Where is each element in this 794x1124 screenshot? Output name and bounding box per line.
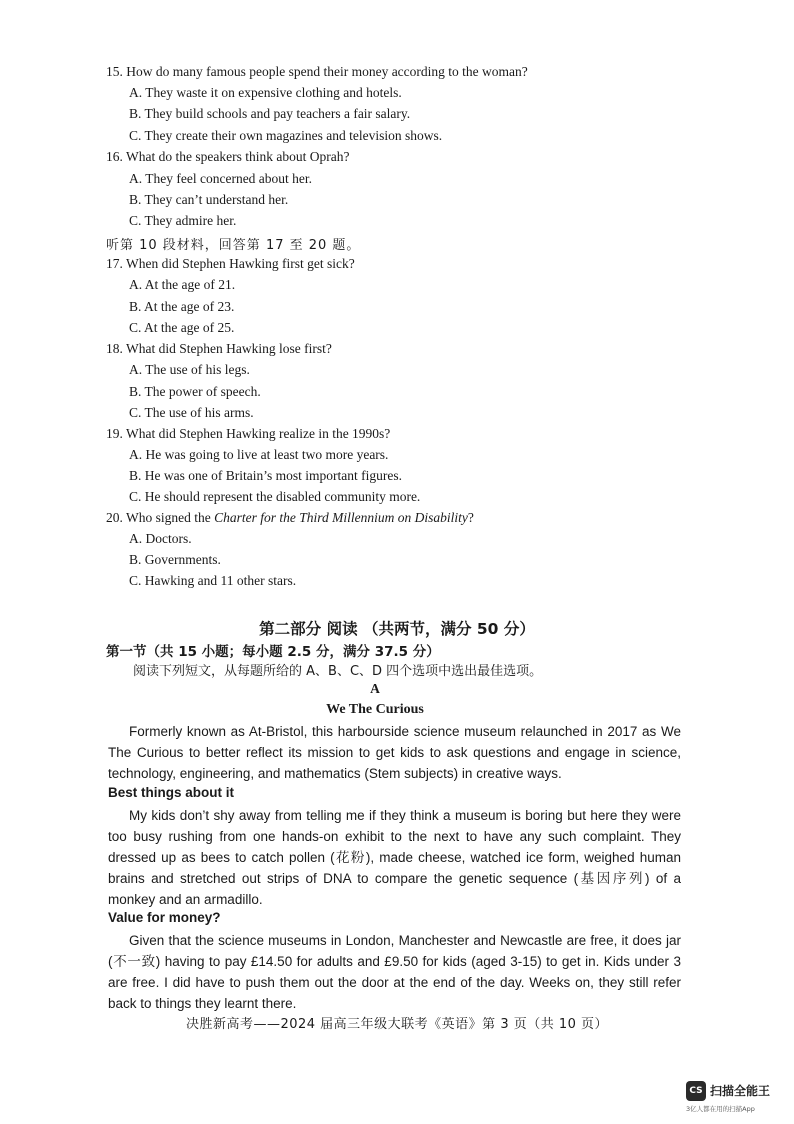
question-16-option-a: A. They feel concerned about her. [129, 171, 313, 186]
question-20-stem-suffix: ? [467, 510, 474, 525]
passage-heading-value: Value for money? [108, 910, 221, 925]
question-17-stem: 17. When did Stephen Hawking first get sick? [106, 256, 355, 271]
question-15-option-c: C. They create their own magazines and television shows. [129, 128, 443, 143]
question-15-option-b: B. They build schools and pay teachers a fair salary. [129, 106, 411, 121]
question-16-option-c: C. They admire her. [129, 213, 237, 228]
question-19-option-a: A. He was going to live at least two more years. [129, 447, 389, 462]
question-17-option-b: B. At the age of 23. [129, 299, 235, 314]
scanner-watermark [686, 1081, 790, 1117]
question-17-option-a: A. At the age of 21. [129, 277, 236, 292]
question-20-stem [106, 510, 474, 526]
question-18-option-b: B. The power of speech. [129, 384, 261, 399]
question-20-option-b: B. Governments. [129, 552, 221, 567]
page-footer: 决胜新高考——2024 届高三年级大联考《英语》第 3 页（共 10 页） [185, 1017, 609, 1032]
listening-instruction: 听第 10 段材料，回答第 17 至 20 题。 [106, 238, 361, 253]
question-15-stem: 15. How do many famous people spend their money according to the woman? [106, 64, 528, 79]
passage-heading-best-things: Best things about it [108, 785, 234, 800]
watermark-tagline: 3亿人都在用的扫描App [686, 1105, 755, 1113]
question-18-option-a: A. The use of his legs. [129, 362, 250, 377]
question-19-stem: 19. What did Stephen Hawking realize in the 1990s? [106, 426, 391, 441]
question-18-stem: 18. What did Stephen Hawking lose first? [106, 341, 332, 356]
camscanner-logo-icon: CS [686, 1081, 706, 1101]
question-16-stem: 16. What do the speakers think about Oprah? [106, 149, 350, 164]
question-18-option-c: C. The use of his arms. [129, 405, 254, 420]
passage-paragraph-value: Given that the science museums in London, Manchester and Newcastle are free, it does jar (不一致) having to pay £14.50 for adults and £9.50 for kids (aged 3-15) to get in. Kids under 3 are free. I did have to push them out the door at the end of the day. Weeks on, they still refer back to things they learnt there. [108, 933, 681, 1011]
question-16-option-b: B. They can’t understand her. [129, 192, 289, 207]
reading-instruction: 阅读下列短文，从每题所给的 A、B、C、D 四个选项中选出最佳选项。 [133, 664, 543, 679]
passage-paragraph-best-things: My kids don’t shy away from telling me if they think a museum is boring but here they were too busy rushing from one hands-on exhibit to the next to have any such complaint. They dressed up as bees to catch pollen (花粉), made cheese, watched ice form, weighed human brains and stretched out strips of DNA to compare the genetic sequence (基因序列) of a monkey and an armadillo. [108, 808, 681, 907]
passage-title: We The Curious [326, 702, 424, 717]
question-19-option-c: C. He should represent the disabled community more. [129, 489, 421, 504]
question-20-charter-title: Charter for the Third Millennium on Disability [214, 510, 468, 525]
question-19-option-b: B. He was one of Britain’s most important figures. [129, 468, 402, 483]
question-20-option-c: C. Hawking and 11 other stars. [129, 573, 297, 588]
question-17-option-c: C. At the age of 25. [129, 320, 235, 335]
question-20-option-a: A. Doctors. [129, 531, 192, 546]
passage-intro: Formerly known as At-Bristol, this harbourside science museum relaunched in 2017 as We The Curious to better reflect its mission to get kids to ask questions and engage in science, technology, engineering, and mathematics (Stem subjects) in creative ways. [108, 724, 681, 781]
question-15-option-a: A. They waste it on expensive clothing and hotels. [129, 85, 402, 100]
part-title: 第二部分 阅读 （共两节，满分 50 分） [259, 620, 535, 638]
watermark-app-name: 扫描全能王 [710, 1084, 771, 1098]
question-20-stem-prefix: 20. Who signed the [106, 510, 215, 525]
passage-letter: A [370, 681, 380, 696]
section-title: 第一节（共 15 小题；每小题 2.5 分，满分 37.5 分） [106, 644, 440, 660]
